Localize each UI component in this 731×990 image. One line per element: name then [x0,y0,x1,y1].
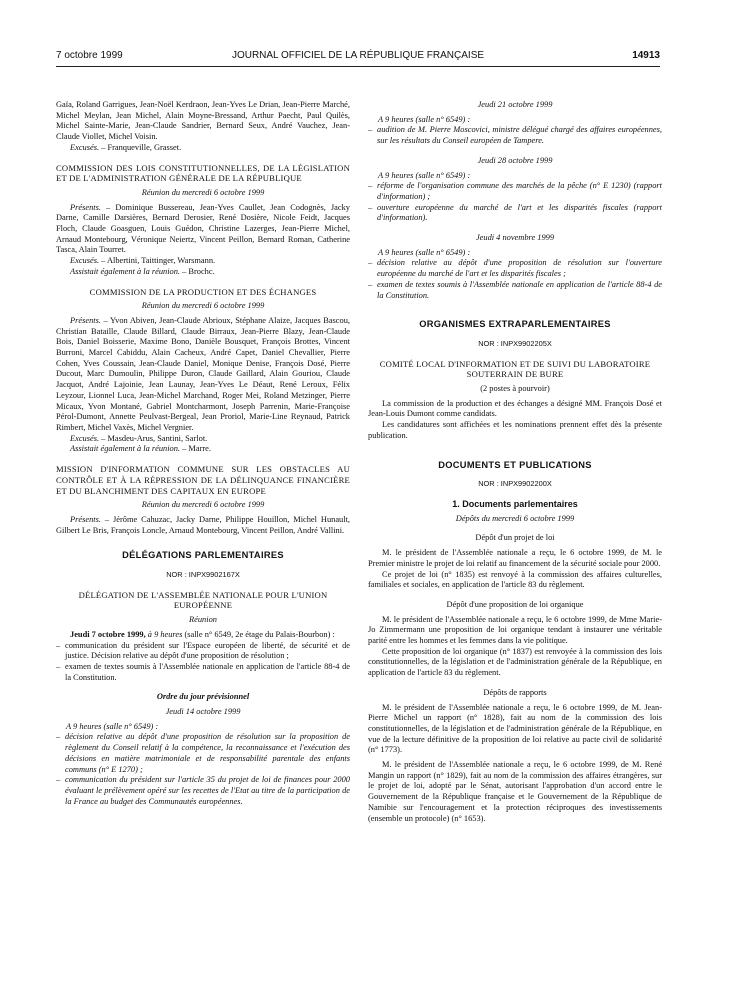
agenda-item: – communication du président sur l'Espace européen de liberté, de sécurité et de justice. Décision relative au dépôt d'une proposition de résolution ; [56,641,350,662]
agenda-item: – examen de textes soumis à l'Assemblée nationale en application de l'article 88-4 de la Constitution. [368,280,662,301]
depot-paragraph: M. le président de l'Assemblée nationale a reçu, le 6 octobre 1999, de M. le Premier ministre le projet de loi relatif au financement de la sécurité sociale pour 2000. [368,548,662,568]
session-place: (salle n° 6549, 2e étage du Palais-Bourbon) : [182,629,335,639]
header-rule [56,66,660,67]
presents-label: Présents. [70,315,101,325]
delegation-reunion: Réunion [189,615,217,625]
jeudi-4-agenda [368,258,662,301]
jeudi-21-agenda [368,125,662,146]
running-head [56,50,660,64]
assist-label: Assistait également à la réunion. [70,444,181,454]
excuses-text: – Albertini, Taittinger, Warsmann. [99,256,216,266]
mission-information-title: MISSION D'INFORMATION COMMUNE SUR LES OBSTACLES AU CONTRÔLE ET À LA RÉPRESSION DE LA DÉLINQUANCE FINANCIÈRE ET DU BLANCHIMENT DES CAPITAUX EN EUROPE [56,464,350,496]
presents-text: – Dominique Bussereau, Jean-Yves Caullet, Jean Codognès, Jacky Darne, Camille Darsières, Bernard Derosier, René Dosière, Nicole Feidt, Jacques Floch, Claude Goasguen, Louis Guédon, Christine Lazerges, Jean-Pierre Michel, Arnaud Montebourg, Véronique Neiertz, Vincent Peillon, Bernard Roman, Catherine Tasca, Alain Tourret. [56,202,350,255]
documents-section: 1. Documents parlementaires [452,498,578,509]
jeudi-4-date: Jeudi 4 novembre 1999 [475,233,555,243]
depot-paragraph: M. le président de l'Assemblée nationale a reçu, le 6 octobre 1999, de M. Jean-Pierre Michel un rapport (n° 1828), fait au nom de la commission des lois constitutionnelles, de la législation et de l'administration générale de la République, en vue de la lecture définitive de la proposition de loi relative au pacte civil de solidarité (n° 1773). [368,702,662,755]
delegation-session [56,630,350,641]
organismes-nor: NOR : INPX9902205X [478,338,552,348]
organismes-title: ORGANISMES EXTRAPARLEMENTAIRES [419,319,611,330]
delegations-nor: NOR : INPX9902167X [166,570,240,580]
commission-lois-assist [56,267,350,278]
agenda-item: – décision relative au dépôt d'une proposition de résolution sur la proposition de règlement du Conseil relatif à la compétence, la reconnaissance et l'exécution des décisions en matière matrimoniale et de responsabilité parentale des enfants communs (n° E 1270) ; [56,732,350,775]
intro-names: Gaïa, Roland Garrigues, Jean-Noël Kerdraon, Jean-Yves Le Drian, Jean-Pierre Marché, Michel Meylan, Jean Michel, Alain Moyne-Bressand, Arthur Paecht, Paul Quilès, Michel Sainte-Marie, Jean-Claude Sandrier, Bernard Seux, André Vauchez, Jean-Claude Viollet, Michel Voisin. [56,100,350,142]
jeudi-14-agenda [56,732,350,807]
delegation-subtitle: DÉLÉGATION DE L'ASSEMBLÉE NATIONALE POUR L'UNION EUROPÉENNE [78,589,328,611]
intro-excuses-text: – Franqueville, Grasset. [99,142,182,152]
delegations-title: DÉLÉGATIONS PARLEMENTAIRES [122,550,284,561]
depots-date: Dépôts du mercredi 6 octobre 1999 [455,513,575,523]
header-date: 7 octobre 1999 [56,50,123,61]
jeudi-21-time: A 9 heures (salle n° 6549) : [378,114,471,124]
agenda-item: – examen de textes soumis à l'Assemblée nationale en application de l'article 88-4 de la Constitution. [56,662,350,683]
agenda-item: – audition de M. Pierre Moscovici, ministre délégué chargé des affaires européennes, sur les résultats du Conseil européen de Tampere. [368,125,662,146]
header-page-number: 14913 [632,50,660,61]
jeudi-4-time: A 9 heures (salle n° 6549) : [378,247,471,257]
session-time: à 9 heures [145,629,183,639]
commission-lois-presents [56,203,350,257]
commission-lois-title: COMMISSION DES LOIS CONSTITUTIONNELLES, DE LA LÉGISLATION ET DE L'ADMINISTRATION GÉNÉRALE DE LA RÉPUBLIQUE [56,162,350,184]
depot-proposition-title: Dépôt d'une proposition de loi organique [446,599,584,609]
commission-production-meeting: Réunion du mercredi 6 octobre 1999 [141,301,265,311]
presents-text: – Yvon Abiven, Jean-Claude Abrioux, Stéphane Alaize, Jacques Bascou, Christian Bataille, Claude Billard, Claude Birraux, Jean-Pierre Blazy, Jean-Claude Bois, Daniel Boisserie, Maxime Bono, Danièle Bousquet, François Brottes, Vincent Burroni, Marcel Cabiddu, Alain Cacheux, André Capet, Daniel Chevallier, Pierre Cohen, Yves Coussain, Jean-Claude Daniel, Monique Denise, François Dosé, Pierre Ducout, Marc Dumoulin, Philippe Duron, Claude Gaillard, Alain Gouriou, Claude Jacquot, André Lajoinie, Jean Launay, Jean-Yves Le Déaut, René Leroux, Félix Leyzour, Lionnel Luca, Jean-Michel Marchand, Roger Mei, Roland Metzinger, Pierre Micaux, Yvon Montané, Gabriel Montcharmont, Joseph Parrenin, Marie-Françoise Pérol-Dumont, Annette Peulvast-Bergeal, Jean Proriol, Marie-Line Reynaud, Patrick Rimbert, Michel Vaxès, Michel Vergnier. [56,315,350,432]
mission-information-meeting: Réunion du mercredi 6 octobre 1999 [141,500,265,510]
depot-paragraph: M. le président de l'Assemblée nationale a reçu, le 6 octobre 1999, de M. René Mangin un rapport (n° 1829), fait au nom de la commission des affaires étrangères, sur le projet de loi, adopté par le Sénat, autorisant l'approbation d'un accord entre le Gouvernement de la République française et le Gouvernement de la République de Namibie sur l'encouragement et la protection réciproques des investissements (ensemble un protocole) (n° 1653). [368,760,662,823]
session-date: Jeudi 7 octobre 1999, [70,629,146,639]
presents-label: Présents. [70,514,101,524]
depot-projet-title: Dépôt d'un projet de loi [475,533,555,543]
agenda-item: – communication du président sur l'article 35 du projet de loi de finances pour 2000 évaluant le prélèvement opéré sur les recettes de l'Etat au titre de la participation de la France au budget des Communautés européennes. [56,775,350,807]
commission-production-excuses [56,434,350,445]
right-column [368,100,662,824]
depot-paragraph: Ce projet de loi (n° 1835) est renvoyé à la commission des affaires culturelles, familiales et sociales, en application de l'article 83 du règlement. [368,569,662,590]
excuses-label: Excusés. [70,256,100,266]
presents-text: – Jérôme Cahuzac, Jacky Darne, Philippe Houillon, Michel Hunault, Gilbert Le Bris, François Loncle, Arnaud Montebourg, Vincent Peillon, André Vallini. [56,514,350,535]
excuses-label: Excusés. [70,433,100,443]
depot-paragraph: M. le président de l'Assemblée nationale a reçu, le 6 octobre 1999, de Mme Marie-Jo Zimmermann une proposition de loi organique tendant à instaurer une véritable parité entre les hommes et les femmes dans la vie politique. [368,614,662,646]
excuses-text: – Masdeu-Arus, Santini, Sarlot. [99,433,208,443]
commission-lois-meeting: Réunion du mercredi 6 octobre 1999 [141,187,265,197]
agenda-item: – ouverture européenne du marché de l'art et les disparités fiscales (rapport d'information). [368,203,662,224]
assist-label: Assistait également à la réunion. [70,266,181,276]
jeudi-28-date: Jeudi 28 octobre 1999 [477,155,553,165]
delegation-agenda [56,641,350,684]
assist-text: – Brochc. [180,266,215,276]
agenda-item: – réforme de l'organisation commune des marchés de la pêche (n° E 1230) (rapport d'information) ; [368,181,662,202]
depots-rapports-title: Dépôts de rapports [483,687,547,697]
commission-production-title: COMMISSION DE LA PRODUCTION ET DES ÉCHANGES [89,286,317,297]
jeudi-28-time: A 9 heures (salle n° 6549) : [378,170,471,180]
assist-text: – Marre. [180,444,211,454]
agenda-item: – décision relative au dépôt d'une proposition de résolution sur l'ouverture européenne du marché de l'art et les disparités fiscales ; [368,258,662,279]
commission-production-assist [56,444,350,455]
left-column [56,100,350,807]
header-journal-title: JOURNAL OFFICIEL DE LA RÉPUBLIQUE FRANÇAISE [231,50,485,61]
jeudi-14-time: A 9 heures (salle n° 6549) : [66,721,159,731]
intro-excuses [56,143,350,154]
mission-information-presents [56,515,350,536]
comite-paragraph: La commission de la production et des échanges a désigné MM. François Dosé et Jean-Louis Dumont comme candidats. [368,398,662,419]
jeudi-21-date: Jeudi 21 octobre 1999 [477,100,553,109]
comite-paragraph: Les candidatures sont affichées et les nominations prennent effet dès la présente publication. [368,420,662,440]
comite-posts: (2 postes à pourvoir) [480,384,550,394]
documents-title: DOCUMENTS ET PUBLICATIONS [438,459,592,470]
commission-lois-excuses [56,256,350,267]
comite-title: COMITÉ LOCAL D'INFORMATION ET DE SUIVI DU LABORATOIRE SOUTERRAIN DE BURE [379,358,651,380]
commission-production-presents [56,316,350,434]
depot-paragraph: Cette proposition de loi organique (n° 1837) est renvoyée à la commission des lois constitutionnelles, de la législation et de l'administration générale de la République, en application de l'article 83 du règlement. [368,646,662,678]
ordre-du-jour-title: Ordre du jour prévisionnel [156,692,250,702]
jeudi-14-date: Jeudi 14 octobre 1999 [165,707,241,717]
jeudi-28-agenda [368,181,662,224]
intro-excuses-label: Excusés. [70,142,100,152]
documents-nor: NOR : INPX9902200X [478,479,552,489]
presents-label: Présents. [70,202,101,212]
